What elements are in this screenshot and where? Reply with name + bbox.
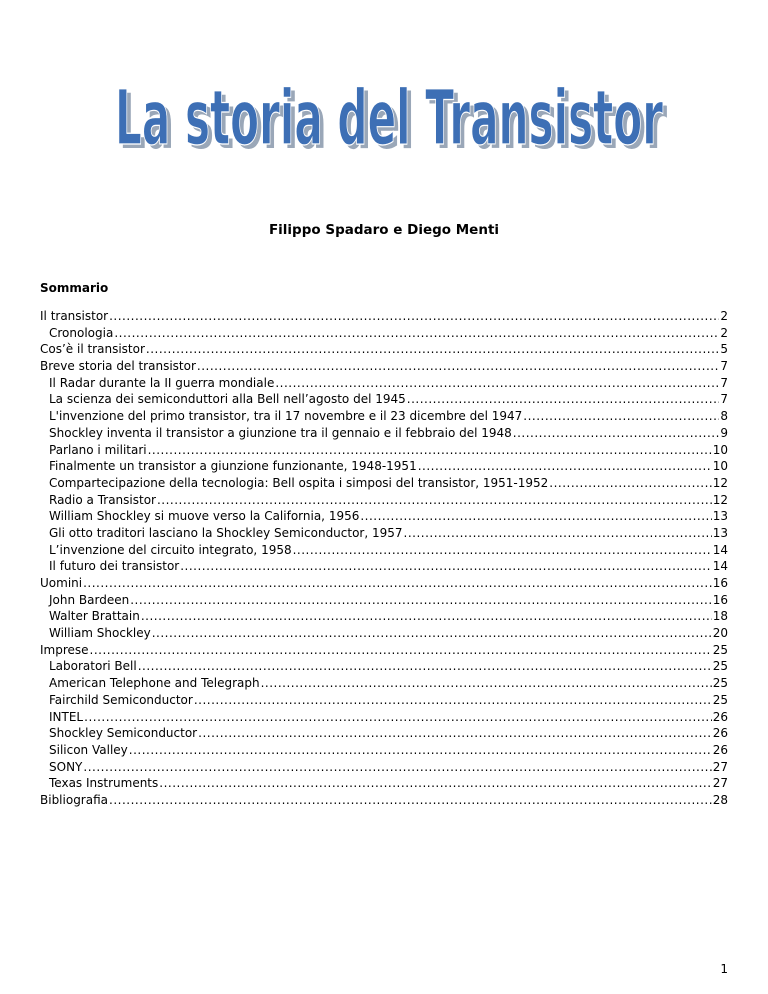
toc-dot-leader — [275, 375, 719, 392]
toc-entry[interactable] — [40, 442, 728, 459]
toc-entry[interactable] — [40, 475, 728, 492]
toc-entry-label: Finalmente un transistor a giunzione funzionante, 1948-1951 — [49, 459, 417, 474]
toc-entry-label: William Shockley — [49, 626, 151, 641]
toc-entry[interactable] — [40, 625, 728, 642]
toc-dot-leader — [130, 592, 712, 609]
toc-entry-page: 10 — [712, 459, 728, 474]
toc-entry-page: 25 — [712, 692, 728, 707]
toc-entry[interactable] — [40, 575, 728, 592]
toc-entry-page: 27 — [712, 776, 728, 791]
toc-entry-label: Walter Brattain — [49, 609, 140, 624]
toc-entry[interactable] — [40, 709, 728, 726]
toc-dot-leader — [549, 475, 711, 492]
toc-entry[interactable] — [40, 492, 728, 509]
toc-entry[interactable] — [40, 391, 728, 408]
toc-entry-page: 18 — [712, 609, 728, 624]
toc-dot-leader — [404, 525, 712, 542]
toc-entry-page: 2 — [720, 309, 728, 323]
toc-entry-page: 14 — [712, 559, 728, 574]
toc-entry[interactable] — [40, 358, 728, 375]
toc-dot-leader — [198, 725, 712, 742]
toc-dot-leader — [180, 558, 712, 575]
toc-dot-leader — [109, 792, 712, 809]
toc-entry-label: Imprese — [40, 642, 89, 657]
toc-entry-page: 7 — [720, 375, 728, 390]
toc-entry-label: John Bardeen — [49, 592, 130, 607]
toc-entry-label: Cronologia — [49, 325, 114, 340]
toc-entry-page: 9 — [720, 425, 728, 440]
toc-entry-page: 28 — [712, 792, 728, 807]
toc-dot-leader — [129, 742, 712, 759]
toc-entry-page: 5 — [720, 342, 728, 357]
toc-entry[interactable] — [40, 642, 728, 659]
toc-entry[interactable] — [40, 558, 728, 575]
toc-entry-label: Breve storia del transistor — [40, 359, 196, 374]
toc-entry-page: 16 — [712, 576, 728, 590]
toc-entry-label: SONY — [49, 759, 83, 774]
toc-dot-leader — [194, 692, 712, 709]
toc-entry-page: 7 — [720, 392, 728, 407]
toc-entry-label: L'invenzione del primo transistor, tra il 17 novembre e il 23 dicembre del 1947 — [49, 409, 523, 424]
toc-entry[interactable] — [40, 408, 728, 425]
toc-entry-page: 7 — [720, 359, 728, 374]
toc-entry-label: Parlano i militari — [49, 442, 147, 457]
toc-entry-label: Bibliografia — [40, 792, 109, 807]
toc-entry-label: Il transistor — [40, 309, 109, 323]
toc-entry-page: 12 — [712, 475, 728, 490]
toc-entry-page: 10 — [712, 442, 728, 457]
toc-dot-leader — [152, 625, 712, 642]
toc-dot-leader — [146, 341, 719, 358]
toc-entry-page: 26 — [712, 726, 728, 741]
toc-entry[interactable] — [40, 308, 728, 325]
toc-entry[interactable] — [40, 792, 728, 809]
toc-entry-label: INTEL — [49, 709, 84, 724]
toc-entry-label: La scienza dei semiconduttori alla Bell nell’agosto del 1945 — [49, 392, 406, 407]
toc-entry[interactable] — [40, 658, 728, 675]
toc-entry-page: 27 — [712, 759, 728, 774]
toc-entry[interactable] — [40, 508, 728, 525]
toc-entry[interactable] — [40, 608, 728, 625]
toc-entry-label: Radio a Transistor — [49, 492, 156, 507]
toc-entry[interactable] — [40, 458, 728, 475]
toc-entry[interactable] — [40, 375, 728, 392]
toc-dot-leader — [90, 642, 712, 659]
toc-entry-page: 25 — [712, 659, 728, 674]
toc-dot-leader — [407, 391, 720, 408]
toc-entry[interactable] — [40, 425, 728, 442]
toc-dot-leader — [293, 542, 712, 559]
toc-entry[interactable] — [40, 341, 728, 358]
toc-dot-leader — [138, 658, 712, 675]
toc-dot-leader — [261, 675, 712, 692]
toc-entry-page: 26 — [712, 742, 728, 757]
toc-entry-label: American Telephone and Telegraph — [49, 676, 260, 691]
authors: Filippo Spadaro e Diego Menti — [268, 222, 500, 238]
toc-entry-label: Il Radar durante la II guerra mondiale — [49, 375, 275, 390]
title-shadow: La storia del Transistor — [119, 77, 668, 166]
toc-dot-leader — [513, 425, 720, 442]
toc-dot-leader — [148, 442, 712, 459]
toc-dot-leader — [360, 508, 711, 525]
toc-entry-page: 13 — [712, 509, 728, 524]
toc-entry-label: Shockley inventa il transistor a giunzione tra il gennaio e il febbraio del 1948 — [49, 425, 512, 440]
toc-dot-leader — [83, 759, 711, 776]
title-text: La storia del Transistor — [115, 73, 664, 162]
toc-entry-label: Il futuro dei transistor — [49, 559, 180, 574]
toc-dot-leader — [159, 775, 711, 792]
toc-dot-leader — [83, 575, 712, 592]
toc-entry-label: Texas Instruments — [49, 776, 159, 791]
toc-dot-leader — [109, 308, 719, 325]
toc-entry-page: 8 — [720, 409, 728, 424]
toc-entry[interactable] — [40, 725, 728, 742]
toc-entry-page: 25 — [712, 676, 728, 691]
toc-dot-leader — [157, 492, 712, 509]
toc-entry-label: Fairchild Semiconductor — [49, 692, 193, 707]
toc-dot-leader — [84, 709, 712, 726]
toc-entry-page: 2 — [720, 325, 728, 340]
toc-dot-leader — [197, 358, 719, 375]
toc-entry-label: Cos’è il transistor — [40, 342, 145, 357]
toc-entry-label: William Shockley si muove verso la California, 1956 — [49, 509, 360, 524]
toc-entry-page: 20 — [712, 626, 728, 641]
toc-entry-label: Shockley Semiconductor — [49, 726, 198, 741]
toc-entry[interactable] — [40, 325, 728, 342]
page-number: 1 — [720, 962, 728, 976]
toc-dot-leader — [418, 458, 712, 475]
toc-entry[interactable] — [40, 525, 728, 542]
toc-entry-label: L’invenzione del circuito integrato, 1958 — [49, 542, 292, 557]
toc-dot-leader — [114, 325, 719, 342]
summary-heading: Sommario — [40, 281, 109, 295]
toc-entry[interactable] — [40, 759, 728, 776]
table-of-contents — [40, 308, 728, 809]
toc-entry-label: Uomini — [40, 576, 83, 590]
toc-entry-page: 14 — [712, 542, 728, 557]
toc-entry-page: 26 — [712, 709, 728, 724]
toc-entry-page: 13 — [712, 525, 728, 540]
toc-entry-page: 25 — [712, 642, 728, 657]
toc-dot-leader — [523, 408, 719, 425]
toc-entry-label: Silicon Valley — [49, 742, 128, 757]
toc-entry[interactable] — [40, 542, 728, 559]
document-title — [0, 56, 768, 166]
toc-entry-page: 16 — [712, 592, 728, 607]
toc-entry-label: Gli otto traditori lasciano la Shockley Semiconductor, 1957 — [49, 525, 403, 540]
toc-dot-leader — [141, 608, 712, 625]
toc-entry[interactable] — [40, 675, 728, 692]
toc-entry[interactable] — [40, 692, 728, 709]
toc-entry-label: Compartecipazione della tecnologia: Bell ospita i simposi del transistor, 1951-1952 — [49, 475, 549, 490]
title-wordart — [94, 56, 674, 166]
toc-entry[interactable] — [40, 592, 728, 609]
toc-entry-label: Laboratori Bell — [49, 659, 137, 674]
toc-entry[interactable] — [40, 775, 728, 792]
toc-entry-page: 12 — [712, 492, 728, 507]
toc-entry[interactable] — [40, 742, 728, 759]
